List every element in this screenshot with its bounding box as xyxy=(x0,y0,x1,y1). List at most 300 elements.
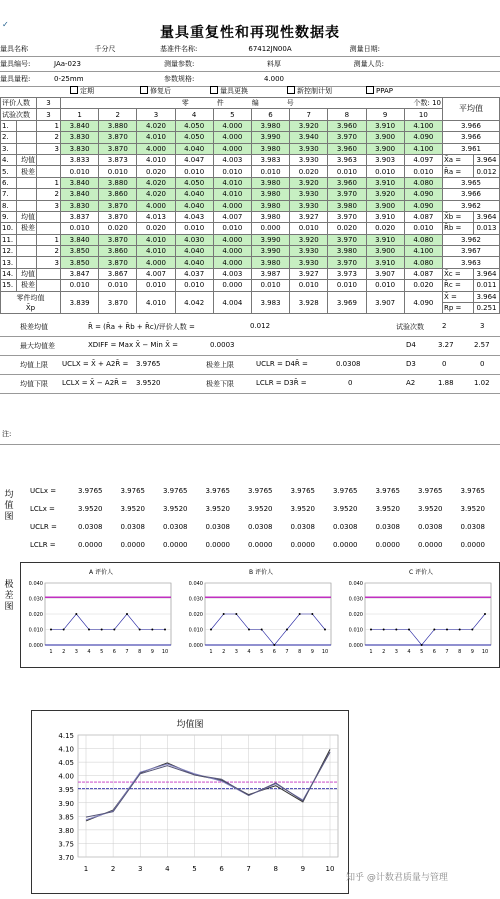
gauge-name-label: 量具名称 xyxy=(0,45,28,53)
cell-value[interactable]: 3.930 xyxy=(290,200,328,211)
row-avg: 3.961 xyxy=(443,143,500,154)
cell-value[interactable]: 4.000 xyxy=(213,234,251,245)
watermark: 知乎 @计数君质量与管理 xyxy=(346,873,448,883)
table-row xyxy=(1,132,500,143)
cell-value: 0.010 xyxy=(175,166,213,177)
cell-value: 3.973 xyxy=(328,268,366,279)
col-num: 3 xyxy=(137,109,175,120)
avg-symbol: R̄a = xyxy=(443,166,474,177)
cell-value[interactable]: 4.000 xyxy=(213,200,251,211)
gauge-name-value[interactable]: 千分尺 xyxy=(94,45,116,53)
x-tick-label: 10 xyxy=(161,649,169,655)
cell-value: 0.010 xyxy=(404,223,442,234)
cell-value[interactable]: 3.990 xyxy=(251,132,289,143)
cell-value[interactable]: 3.930 xyxy=(290,246,328,257)
cell-value[interactable]: 3.980 xyxy=(251,120,289,131)
cell-value: 3.963 xyxy=(328,154,366,165)
row-avg: 3.966 xyxy=(443,120,500,131)
part-avg-value: 4.090 xyxy=(404,291,442,314)
row-trial: 3 xyxy=(37,143,61,154)
cell-value[interactable]: 4.020 xyxy=(137,177,175,188)
x-tick-label: 6 xyxy=(432,649,436,655)
cell-value: 0.010 xyxy=(213,166,251,177)
cell-value[interactable]: 4.040 xyxy=(175,200,213,211)
x-tick-label: 10 xyxy=(321,649,329,655)
control-limit-row xyxy=(0,538,500,556)
cell-value: 0.010 xyxy=(99,280,137,291)
gauge-no-label: 量具编号: xyxy=(0,60,31,68)
table-row xyxy=(1,246,500,257)
cell-value[interactable]: 4.090 xyxy=(404,189,442,200)
spec-label: 参数规格: xyxy=(164,75,195,83)
cell-value[interactable]: 4.010 xyxy=(137,234,175,245)
cell-value[interactable]: 3.940 xyxy=(290,132,328,143)
cell-value[interactable]: 4.020 xyxy=(137,189,175,200)
trials-head: 试验次数 xyxy=(396,323,424,331)
control-limit-value: 3.9520 xyxy=(333,505,358,513)
row-avg: 3.962 xyxy=(443,200,500,211)
part-avg-value: 3.928 xyxy=(290,291,328,314)
gauge-no-value[interactable]: JAa-023 xyxy=(54,60,81,68)
control-limit-value: 3.9765 xyxy=(333,487,358,495)
y-tick-label: 0.020 xyxy=(348,612,363,618)
control-limit-value: 0.0308 xyxy=(248,523,273,531)
cell-value[interactable]: 3.980 xyxy=(251,189,289,200)
data-point xyxy=(286,629,288,631)
col-num: 2 xyxy=(99,109,137,120)
cell-value[interactable]: 4.000 xyxy=(137,143,175,154)
x-tick-label: 9 xyxy=(150,649,154,655)
cell-value: 0.020 xyxy=(290,166,328,177)
control-limit-value: 3.9765 xyxy=(78,487,103,495)
x-tick-label: 8 xyxy=(458,649,462,655)
cell-value[interactable]: 3.870 xyxy=(99,257,137,268)
cell-value[interactable]: 3.920 xyxy=(366,189,404,200)
part-avg-value: 3.870 xyxy=(99,291,137,314)
cell-value[interactable]: 3.980 xyxy=(251,177,289,188)
control-limit-value: 3.9520 xyxy=(78,505,103,513)
part-avg-value: 3.969 xyxy=(328,291,366,314)
cell-value[interactable]: 4.000 xyxy=(137,257,175,268)
trials-value[interactable]: 3 xyxy=(37,109,61,120)
cell-value[interactable]: 4.010 xyxy=(213,177,251,188)
y-tick-label: 3.80 xyxy=(58,826,74,835)
grand-avg-value: 3.964 xyxy=(474,291,500,302)
x-tick-label: 10 xyxy=(481,649,489,655)
row-avg: 3.964 xyxy=(474,154,500,165)
row-no: 6. xyxy=(1,177,17,188)
data-point xyxy=(324,629,326,631)
cell-value: 0.010 xyxy=(290,280,328,291)
a2-3: 1.02 xyxy=(474,379,490,387)
cell-value: 0.010 xyxy=(328,166,366,177)
row-no: 4. xyxy=(1,154,17,165)
parts-header-word: 编 xyxy=(251,99,259,108)
control-limit-value: 0.0308 xyxy=(290,523,315,531)
cell-value[interactable]: 4.000 xyxy=(213,120,251,131)
row-name xyxy=(17,143,37,154)
cell-value[interactable]: 3.840 xyxy=(61,189,99,200)
control-limit-value: 3.9765 xyxy=(418,487,443,495)
cell-value[interactable]: 4.040 xyxy=(175,189,213,200)
checkbox-icon[interactable] xyxy=(287,86,295,94)
y-tick-label: 0.000 xyxy=(188,643,203,649)
cell-value[interactable]: 4.030 xyxy=(175,234,213,245)
cell-value[interactable]: 3.910 xyxy=(366,234,404,245)
cell-value[interactable]: 3.930 xyxy=(290,257,328,268)
x-tick-label: 1 xyxy=(49,649,53,655)
y-tick-label: 3.85 xyxy=(58,813,74,822)
cell-value[interactable]: 4.000 xyxy=(137,200,175,211)
spec-value[interactable]: 4.000 xyxy=(263,75,285,83)
cell-value[interactable]: 3.980 xyxy=(328,200,366,211)
cell-value[interactable]: 4.090 xyxy=(404,132,442,143)
control-limit-row xyxy=(0,484,500,502)
header-row-3 xyxy=(0,72,500,87)
cell-value: 4.047 xyxy=(175,154,213,165)
data-point xyxy=(113,629,115,631)
row-name: 极差 xyxy=(17,223,37,234)
col-num: 10 xyxy=(404,109,442,120)
cell-value: 4.010 xyxy=(137,154,175,165)
cell-value: 0.010 xyxy=(366,280,404,291)
row-name xyxy=(17,257,37,268)
uclr-formula: UCLR = D4R̄ = xyxy=(256,360,308,368)
cell-value: 4.007 xyxy=(137,268,175,279)
cell-value[interactable]: 4.010 xyxy=(137,246,175,257)
col-num: 6 xyxy=(251,109,289,120)
x-tick-label: 8 xyxy=(298,649,302,655)
cell-value[interactable]: 3.910 xyxy=(366,120,404,131)
cell-value: 0.000 xyxy=(251,223,289,234)
cell-value: 3.833 xyxy=(61,154,99,165)
cell-value[interactable]: 3.900 xyxy=(366,143,404,154)
cell-value: 0.010 xyxy=(366,166,404,177)
control-limit-value: 0.0000 xyxy=(418,541,443,549)
cell-value[interactable]: 3.870 xyxy=(99,143,137,154)
data-point xyxy=(235,613,237,615)
x-tick-label: 4 xyxy=(165,865,170,873)
range-charts xyxy=(21,563,499,667)
cell-value[interactable]: 4.010 xyxy=(137,132,175,143)
row-avg: 0.011 xyxy=(474,280,500,291)
cell-value: 0.020 xyxy=(99,223,137,234)
checkbox-icon[interactable] xyxy=(140,86,148,94)
table-colnum-row xyxy=(1,109,500,120)
y-tick-label: 0.030 xyxy=(348,596,363,603)
row-trial: 1 xyxy=(37,234,61,245)
y-tick-label: 0.040 xyxy=(188,581,203,587)
y-tick-label: 0.010 xyxy=(28,627,43,634)
header-row-1 xyxy=(0,42,500,57)
cell-value[interactable]: 3.970 xyxy=(328,189,366,200)
cell-value[interactable]: 3.900 xyxy=(366,246,404,257)
data-point xyxy=(421,644,423,646)
cell-value[interactable]: 4.000 xyxy=(213,257,251,268)
cell-value: 0.010 xyxy=(175,223,213,234)
cell-value: 0.010 xyxy=(175,280,213,291)
checkbox-icon[interactable] xyxy=(366,86,374,94)
cell-value[interactable]: 3.850 xyxy=(61,246,99,257)
option-after-repair[interactable]: 修复后 xyxy=(140,86,171,97)
cell-value[interactable]: 3.840 xyxy=(61,120,99,131)
cell-value[interactable]: 3.990 xyxy=(251,246,289,257)
trials-3: 3 xyxy=(480,322,485,330)
x-tick-label: 4 xyxy=(407,649,411,655)
corner-mark-icon: ✓ xyxy=(2,20,9,29)
table-row xyxy=(1,154,500,165)
cell-value[interactable]: 3.920 xyxy=(290,120,328,131)
cell-value: 3.970 xyxy=(328,211,366,222)
cell-value[interactable]: 3.910 xyxy=(366,177,404,188)
x-tick-label: 7 xyxy=(285,649,289,655)
row-trial: 3 xyxy=(37,200,61,211)
table-row xyxy=(1,200,500,211)
row-trial: 2 xyxy=(37,132,61,143)
col-num: 8 xyxy=(328,109,366,120)
cell-value: 4.013 xyxy=(137,211,175,222)
part-avg-value: 4.042 xyxy=(175,291,213,314)
cell-value[interactable]: 4.080 xyxy=(404,177,442,188)
cell-value: 0.020 xyxy=(137,166,175,177)
control-limit-value: 3.9765 xyxy=(460,487,485,495)
ucl-value: 3.9765 xyxy=(136,360,161,368)
lcl-label: 均值下限 xyxy=(20,380,48,388)
range-value[interactable]: 0-25mm xyxy=(54,75,84,83)
cell-value[interactable]: 4.000 xyxy=(213,132,251,143)
row-name: 均值 xyxy=(17,268,37,279)
cell-value[interactable]: 3.850 xyxy=(61,257,99,268)
cell-value: 0.010 xyxy=(251,280,289,291)
part-avg-symbol: X̄p xyxy=(25,303,36,312)
cell-value[interactable]: 3.970 xyxy=(328,257,366,268)
control-limit-value: 3.9765 xyxy=(375,487,400,495)
uclr-value: 0.0308 xyxy=(336,360,361,368)
cell-value: 0.020 xyxy=(328,223,366,234)
row-no: 7. xyxy=(1,189,17,200)
row-no: 8. xyxy=(1,200,17,211)
cell-value[interactable]: 3.920 xyxy=(290,177,328,188)
checkbox-icon[interactable] xyxy=(70,86,78,94)
col-num: 1 xyxy=(61,109,99,120)
y-tick-label: 0.040 xyxy=(28,581,43,587)
avg-symbol: X̄a = xyxy=(443,154,474,165)
table-row xyxy=(1,211,500,222)
cell-value[interactable]: 4.080 xyxy=(404,257,442,268)
cell-value: 0.000 xyxy=(213,280,251,291)
cell-value[interactable]: 3.920 xyxy=(290,234,328,245)
control-limit-label: UCLR = xyxy=(30,523,57,531)
cell-value[interactable]: 3.930 xyxy=(290,189,328,200)
cell-value[interactable]: 4.040 xyxy=(175,257,213,268)
checkbox-icon[interactable] xyxy=(210,86,218,94)
data-point xyxy=(139,629,141,631)
data-point xyxy=(408,629,410,631)
row-trial xyxy=(37,280,61,291)
cell-value[interactable]: 3.840 xyxy=(61,234,99,245)
cell-value[interactable]: 3.880 xyxy=(99,177,137,188)
cell-value[interactable]: 4.000 xyxy=(213,143,251,154)
cell-value[interactable]: 3.870 xyxy=(99,200,137,211)
row-trial xyxy=(37,211,61,222)
lclr-label: 极差下限 xyxy=(206,380,234,388)
rp-symbol: Rp = xyxy=(443,303,474,314)
cell-value[interactable]: 4.080 xyxy=(404,234,442,245)
ref-part-value[interactable]: 67412JN00A xyxy=(248,45,292,53)
row-trial: 1 xyxy=(37,120,61,131)
data-point xyxy=(248,629,250,631)
row-avg: 0.013 xyxy=(474,223,500,234)
cell-value[interactable]: 3.970 xyxy=(328,234,366,245)
r-avg-formula: R̄ = (R̄a + R̄b + R̄c)/评价人数 = xyxy=(88,323,195,331)
row-no: 10. xyxy=(1,223,17,234)
cell-value[interactable]: 4.010 xyxy=(213,189,251,200)
cell-value[interactable]: 3.830 xyxy=(61,132,99,143)
cell-value[interactable]: 4.000 xyxy=(213,246,251,257)
y-tick-label: 3.70 xyxy=(58,854,74,862)
x-tick-label: 6 xyxy=(219,865,224,873)
row-trial xyxy=(37,154,61,165)
control-limit-label: LCLx = xyxy=(30,505,55,513)
range-chart-2 xyxy=(189,568,331,655)
cell-value: 0.020 xyxy=(404,280,442,291)
part-avg-value: 3.839 xyxy=(61,291,99,314)
data-point xyxy=(433,629,435,631)
x-tick-label: 4 xyxy=(87,649,91,655)
cell-value[interactable]: 3.960 xyxy=(328,177,366,188)
x-tick-label: 1 xyxy=(209,649,213,655)
header-row-2 xyxy=(0,57,500,72)
lcl-formula: LCLX = X̄ − A2R̄ = xyxy=(62,379,128,387)
cell-value[interactable]: 3.870 xyxy=(99,132,137,143)
cell-value: 4.097 xyxy=(404,154,442,165)
option-periodic[interactable]: 定期 xyxy=(70,86,94,97)
row-no: 9. xyxy=(1,211,17,222)
parts-header-word: 号 xyxy=(286,99,294,108)
row-no: 11. xyxy=(1,234,17,245)
x-tick-label: 3 xyxy=(74,649,78,655)
cell-value[interactable]: 4.100 xyxy=(404,246,442,257)
cell-value[interactable]: 3.830 xyxy=(61,143,99,154)
control-limit-value: 0.0000 xyxy=(248,541,273,549)
cell-value[interactable]: 3.980 xyxy=(251,257,289,268)
param-value[interactable]: 料厚 xyxy=(267,60,281,68)
cell-value[interactable]: 4.100 xyxy=(404,120,442,131)
cell-value[interactable]: 4.050 xyxy=(175,177,213,188)
row-avg: 3.963 xyxy=(443,257,500,268)
cell-value: 0.010 xyxy=(328,280,366,291)
cell-value[interactable]: 4.050 xyxy=(175,120,213,131)
y-tick-label: 4.15 xyxy=(58,732,74,740)
cell-value[interactable]: 3.960 xyxy=(328,143,366,154)
control-limit-value: 0.0308 xyxy=(375,523,400,531)
col-num: 5 xyxy=(213,109,251,120)
cell-value[interactable]: 4.050 xyxy=(175,132,213,143)
option-gauge-change[interactable]: 量具更换 xyxy=(210,86,248,97)
cell-value[interactable]: 3.880 xyxy=(99,120,137,131)
cell-value[interactable]: 3.900 xyxy=(366,132,404,143)
range-chart-title: B 评价人 xyxy=(248,569,274,576)
data-point xyxy=(223,613,225,615)
y-tick-label: 0.030 xyxy=(188,596,203,603)
cell-value[interactable]: 3.970 xyxy=(328,132,366,143)
row-trial: 3 xyxy=(37,257,61,268)
parts-header-word: 零 xyxy=(181,99,189,108)
divider xyxy=(0,444,500,445)
table-row xyxy=(1,166,500,177)
cell-value: 0.020 xyxy=(366,223,404,234)
control-limit-row xyxy=(0,520,500,538)
y-tick-label: 0.020 xyxy=(188,612,203,618)
cell-value[interactable]: 3.980 xyxy=(328,246,366,257)
x-tick-label: 5 xyxy=(192,865,197,873)
cell-value[interactable]: 3.910 xyxy=(366,257,404,268)
cell-value[interactable]: 3.900 xyxy=(366,200,404,211)
a2-label: A2 xyxy=(406,379,416,387)
cell-value[interactable]: 4.040 xyxy=(175,143,213,154)
cell-value[interactable]: 3.860 xyxy=(99,246,137,257)
cell-value[interactable]: 4.100 xyxy=(404,143,442,154)
control-side-label: 均 值 图 xyxy=(4,490,14,522)
part-avg-row xyxy=(1,291,500,302)
cell-value[interactable]: 3.990 xyxy=(251,234,289,245)
cell-value[interactable]: 3.930 xyxy=(290,143,328,154)
table-row xyxy=(1,257,500,268)
appraisers-value[interactable]: 3 xyxy=(37,98,61,109)
cell-value: 0.010 xyxy=(137,280,175,291)
data-point xyxy=(164,629,166,631)
cell-value[interactable]: 4.040 xyxy=(175,246,213,257)
option-ppap[interactable]: PPAP xyxy=(366,86,393,97)
cell-value[interactable]: 3.980 xyxy=(251,143,289,154)
cell-value[interactable]: 3.830 xyxy=(61,200,99,211)
table-row xyxy=(1,189,500,200)
control-limit-value: 0.0308 xyxy=(120,523,145,531)
range-chart-title: C 评价人 xyxy=(408,569,434,576)
cell-value[interactable]: 4.020 xyxy=(137,120,175,131)
control-limit-value: 3.9520 xyxy=(120,505,145,513)
param-label: 测量参数: xyxy=(164,60,195,68)
row-no: 13. xyxy=(1,257,17,268)
x-tick-label: 3 xyxy=(234,649,238,655)
data-point xyxy=(126,613,128,615)
xdiff-label: 最大均值差 xyxy=(20,342,55,350)
count-label: 个数: 10 xyxy=(413,99,441,108)
parts-header-word: 件 xyxy=(216,99,224,108)
x-tick-label: 3 xyxy=(137,865,143,873)
cell-value[interactable]: 3.840 xyxy=(61,177,99,188)
cell-value: 4.007 xyxy=(213,211,251,222)
option-new-plan[interactable]: 新控制计划 xyxy=(287,86,332,97)
part-avg-value: 4.004 xyxy=(213,291,251,314)
cell-value[interactable]: 3.860 xyxy=(99,189,137,200)
part-avg-value: 4.010 xyxy=(137,291,175,314)
d4-label: D4 xyxy=(406,341,416,349)
cell-value[interactable]: 3.980 xyxy=(251,200,289,211)
control-limit-value: 0.0000 xyxy=(163,541,188,549)
x-tick-label: 8 xyxy=(273,865,279,873)
control-limit-value: 0.0000 xyxy=(333,541,358,549)
row-name: 均值 xyxy=(17,154,37,165)
cell-value[interactable]: 3.870 xyxy=(99,234,137,245)
x-tick-label: 7 xyxy=(445,649,449,655)
row-trial: 2 xyxy=(37,189,61,200)
cell-value[interactable]: 4.090 xyxy=(404,200,442,211)
part-avg-value: 3.983 xyxy=(251,291,289,314)
x-tick-label: 1 xyxy=(369,649,373,655)
cell-value[interactable]: 3.960 xyxy=(328,120,366,131)
control-limit-value: 3.9520 xyxy=(375,505,400,513)
